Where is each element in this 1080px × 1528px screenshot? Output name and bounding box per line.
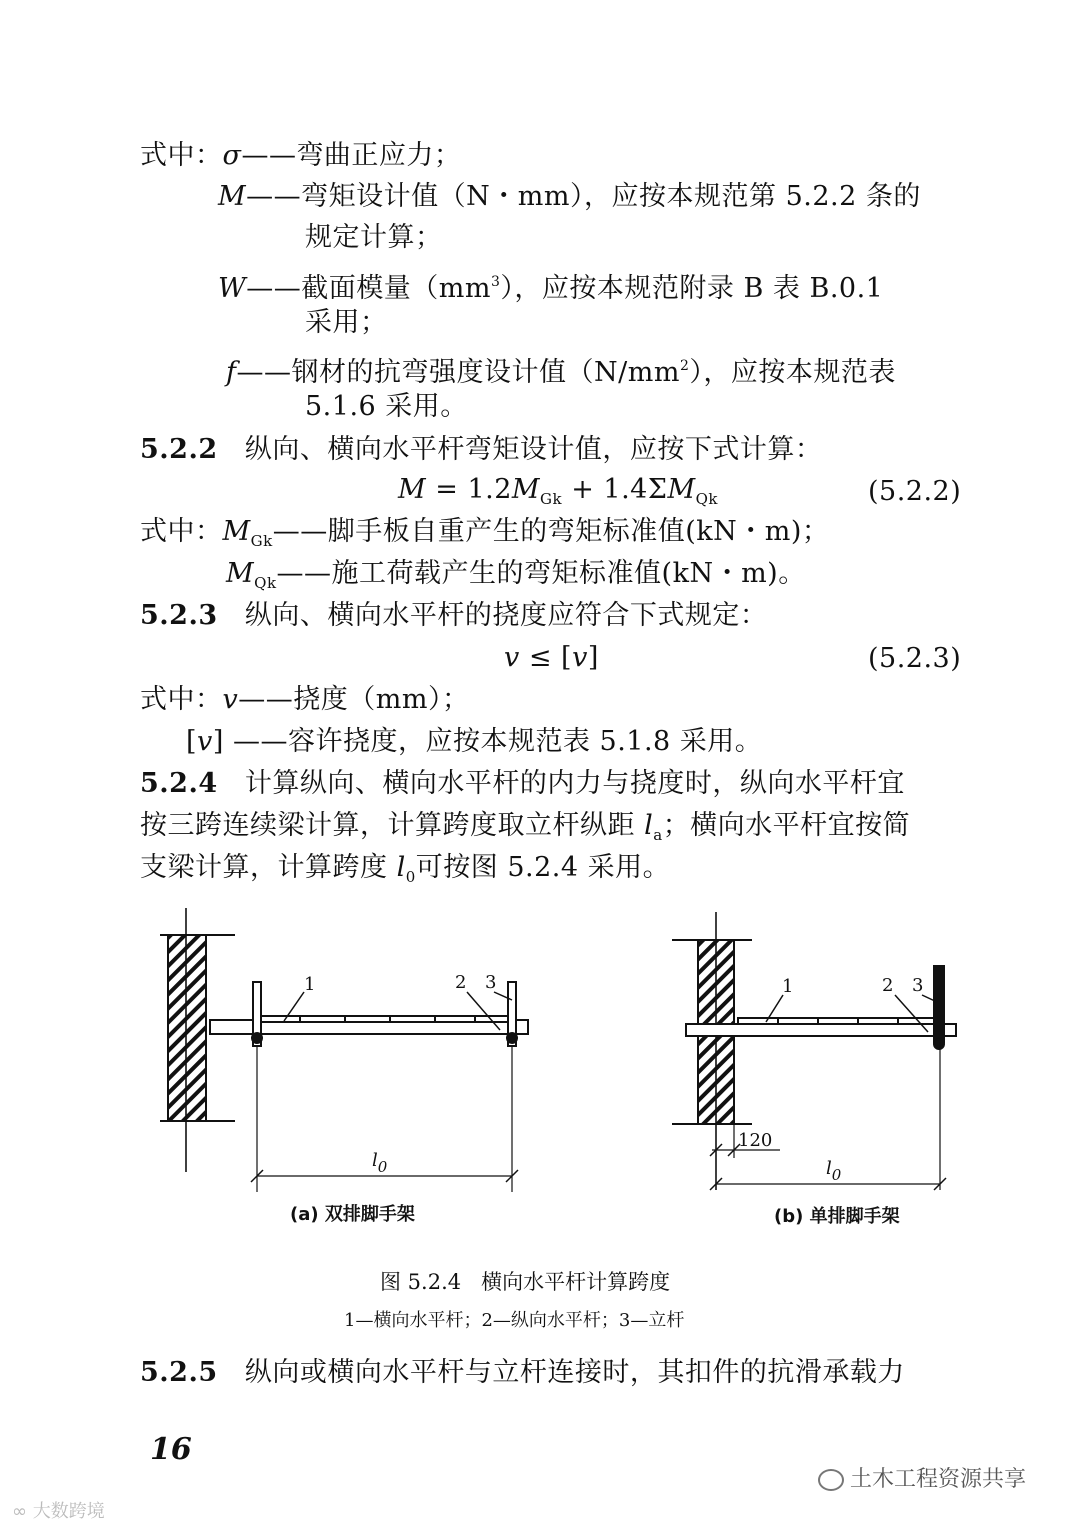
watermark-left: ∞ 大数跨境 <box>12 1501 105 1522</box>
fig-a-num-1: 1 <box>304 974 316 995</box>
where-line-f-cont: 5.1.6 采用。 <box>305 391 468 422</box>
watermark-right: 土木工程资源共享 <box>818 1462 1026 1493</box>
diagram-a <box>160 908 528 1192</box>
fig-a-label: (a) 双排脚手架 <box>290 1204 415 1225</box>
fig-a-num-2: 2 <box>455 972 467 993</box>
fig-b-num-1: 1 <box>782 976 794 997</box>
fig-a-span-label: $l_0$ <box>372 1150 388 1176</box>
section-5-2-5: 5.2.5 纵向或横向水平杆与立杆连接时，其扣件的抗滑承载力 <box>140 1357 905 1388</box>
section-5-2-4-line3: 支梁计算，计算跨度 $l_0$可按图 5.2.4 采用。 <box>140 852 671 886</box>
figure-legend: 1—横向水平杆；2—纵向水平杆；3—立杆 <box>344 1310 685 1331</box>
where-line-v: 式中：v——挠度（mm）； <box>140 684 470 715</box>
where-line-sigma: 式中：σ——弯曲正应力； <box>140 140 462 171</box>
equation-number-5-2-2: (5.2.2) <box>868 476 962 507</box>
where-line-f: f——钢材的抗弯强度设计值$(N/mm^2)$，应按本规范表 <box>226 357 896 388</box>
section-5-2-2: 5.2.2 纵向、横向水平杆弯矩设计值，应按下式计算： <box>140 434 823 465</box>
where-line-v-allow: [v] ——容许挠度，应按本规范表 5.1.8 采用。 <box>186 726 763 757</box>
fig-b-num-3: 3 <box>912 975 924 996</box>
section-5-2-3: 5.2.3 纵向、横向水平杆的挠度应符合下式规定： <box>140 600 768 631</box>
fig-a-num-3: 3 <box>485 972 497 993</box>
equation-5-2-2: $M = 1.2M_{Gk} + 1.4\Sigma M_{Qk}$ <box>398 474 718 508</box>
where-line-MGk: 式中：$M_{Gk}——$脚手板自重产生的弯矩标准值(kN・m)； <box>140 516 830 550</box>
figure-caption: 图 5.2.4 横向水平杆计算跨度 <box>380 1270 671 1294</box>
where-line-M: M——弯矩设计值（N・mm），应按本规范第 5.2.2 条的 <box>218 181 921 212</box>
section-5-2-4-line2: 按三跨连续梁计算，计算跨度取立杆纵距 $l_a$；横向水平杆宜按简 <box>140 810 911 844</box>
where-line-W-cont: 采用； <box>305 307 388 338</box>
transverse-bar-a <box>210 1020 528 1034</box>
equation-number-5-2-3: (5.2.3) <box>868 643 962 674</box>
where-line-M-cont: 规定计算； <box>305 222 443 253</box>
page-number: 16 <box>150 1432 192 1467</box>
equation-5-2-3: v ≤ [v] <box>504 642 599 673</box>
where-line-MQk: $M_{Qk}——$施工荷载产生的弯矩标准值(kN・m)。 <box>226 558 806 592</box>
transverse-bar-b <box>686 1024 956 1036</box>
upright-a-right <box>508 982 516 1046</box>
fig-b-label: (b) 单排脚手架 <box>774 1206 900 1227</box>
fig-b-dim-120: 120 <box>738 1130 773 1151</box>
diagram-b <box>672 912 956 1190</box>
fig-b-span-label: $l_0$ <box>826 1158 842 1184</box>
wall-a <box>168 935 206 1121</box>
upright-a-left <box>253 982 261 1046</box>
where-line-W: W——截面模量$(mm^3)$，应按本规范附录 B 表 B.0.1 <box>218 273 884 304</box>
section-5-2-4: 5.2.4 计算纵向、横向水平杆的内力与挠度时，纵向水平杆宜 <box>140 768 905 799</box>
fig-b-num-2: 2 <box>882 975 894 996</box>
logo-icon: ∞ <box>12 1501 33 1522</box>
wechat-icon <box>818 1469 844 1491</box>
upright-b <box>934 966 944 1042</box>
wall-b <box>698 940 734 1124</box>
